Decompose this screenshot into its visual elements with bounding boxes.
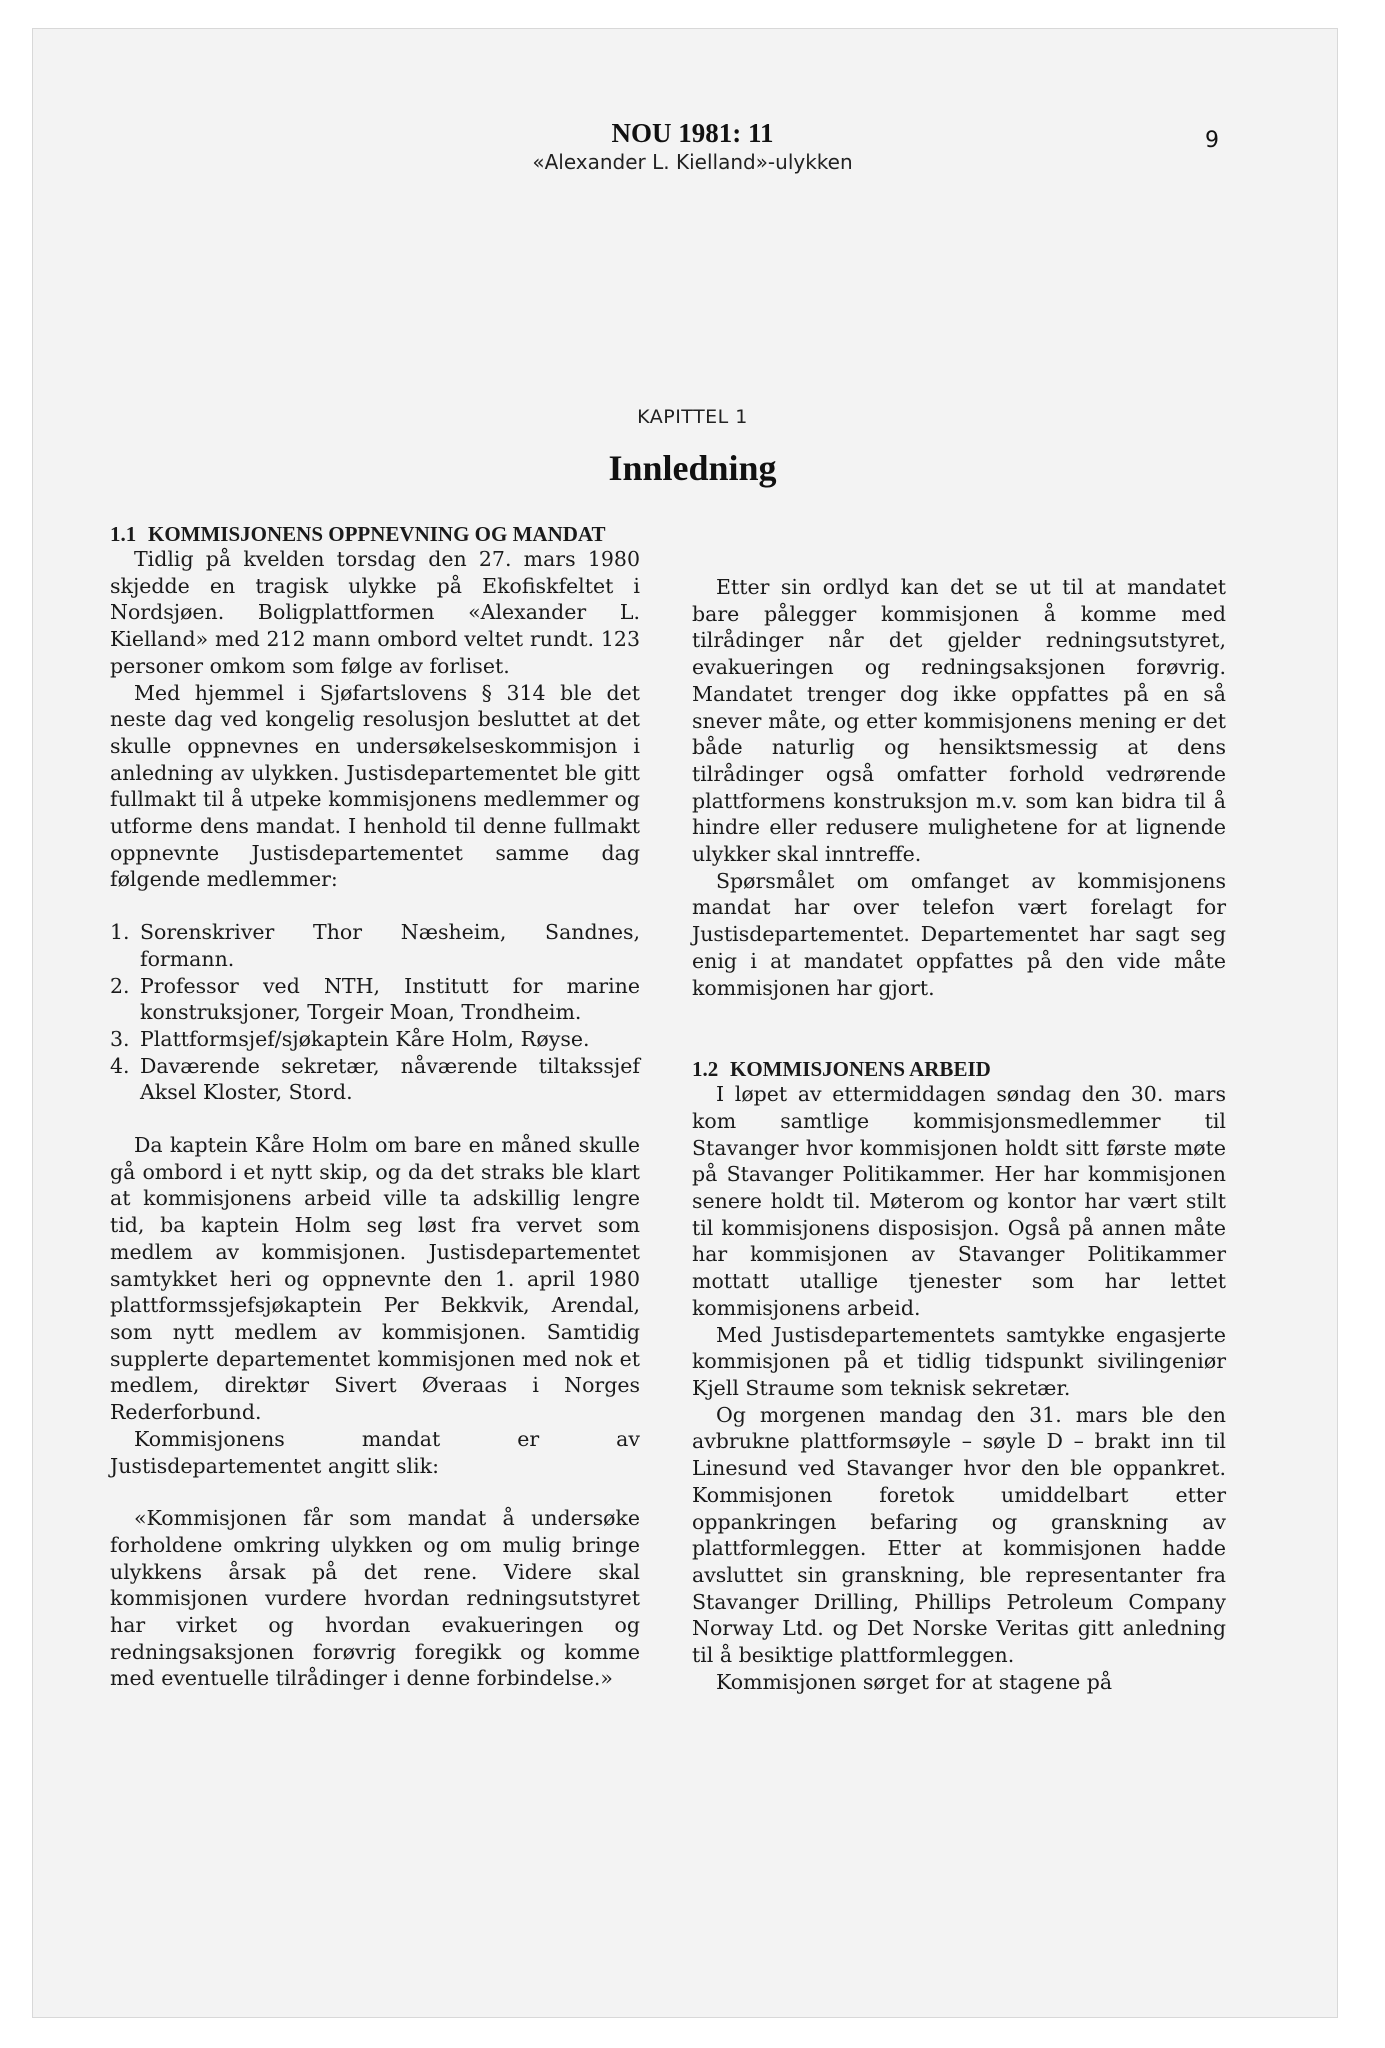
- paragraph: Og morgenen mandag den 31. mars ble den avbrukne plattformsøyle – søyle D – brakt inn til Linesund ved Stavanger hvor den ble oppankret. Kommisjonen foretok umiddelbart etter oppankringen befaring og granskning av plattformleggen. Etter at kommisjonen hadde avsluttet sin granskning, ble representanter fra Stavanger Drilling, Phillips Petroleum Company Norway Ltd. og Det Norske Veritas gitt anledning til å besiktige plattformleggen.: [692, 1402, 1226, 1668]
- list-item: 3. Plattformsjef/sjøkaptein Kåre Holm, Røyse.: [110, 1026, 590, 1051]
- paragraph: Med Justisdepartementets samtykke engasjerte kommisjonen på et tidlig tidspunkt sivilingeniør Kjell Straume som teknisk sekretær.: [692, 1322, 1226, 1400]
- section-number: 1.1: [110, 522, 137, 546]
- paragraph: Kommisjonens mandat er av Justisdepartementet angitt slik:: [110, 1426, 640, 1478]
- section-heading-1-2: [692, 1057, 1226, 1081]
- members-list: [110, 919, 640, 1106]
- section-title: KOMMISJONENS ARBEID: [730, 1057, 991, 1082]
- section-heading-1-1: [110, 522, 640, 546]
- section-number: 1.2: [692, 1057, 719, 1082]
- paragraph: I løpet av ettermiddagen søndag den 30. mars kom samtlige kommisjonsmedlemmer til Stavanger hvor kommisjonen holdt sitt første møte på Stavanger Politikammer. Her har kommisjonen senere holdt til. Møterom og kontor har vært stilt til kommisjonens disposisjon. Også på annen måte har kommisjonen av Stavanger Politikammer mottatt utallige tjenester som har lettet kommisjonens arbeid.: [692, 1082, 1226, 1320]
- paragraph: Etter sin ordlyd kan det se ut til at mandatet bare pålegger kommisjonen å komme med tilrådinger når det gjelder redningsutstyret, evakueringen og redningsaksjonen forøvrig. Mandatet trenger dog ikke oppfattes på en så snever måte, og etter kommisjonens mening er det både naturlig og hensiktsmessig at dens tilrådinger også omfatter forhold vedrørende plattformens konstruksjon m.v. som kan bidra til å hindre eller redusere mulighetene for at lignende ulykker skal inntreffe.: [692, 575, 1226, 867]
- chapter-label: KAPITTEL 1: [637, 406, 748, 428]
- paragraph: Tidlig på kvelden torsdag den 27. mars 1980 skjedde en tragisk ulykke på Ekofiskfeltet i Nordsjøen. Boligplattformen «Alexander L. Kielland» med 212 mann ombord veltet rundt. 123 personer omkom som følge av forliset.: [110, 547, 640, 678]
- page-number: 9: [1205, 128, 1219, 153]
- right-column: [692, 522, 1226, 1695]
- mandate-quote: «Kommisjonen får som mandat å undersøke forholdene omkring ulykken og om mulig bringe ulykkens årsak på det rene. Videre skal kommisjonen vurdere hvordan redningsutstyret har virket og hvordan evakueringen og redningsaksjonen forøvrig foregikk og komme med eventuelle tilrådinger i denne forbindelse.»: [110, 1506, 640, 1691]
- paragraph: Kommisjonen sørget for at stagene på: [716, 1669, 1113, 1694]
- paragraph: Med hjemmel i Sjøfartslovens § 314 ble det neste dag ved kongelig resolusjon besluttet at det skulle oppnevnes en undersøkelseskommisjon i anledning av ulykken. Justisdepartementet ble gitt fullmakt til å utpeke kommisjonens medlemmer og utforme dens mandat. I henhold til denne fullmakt oppnevnte Justisdepartementet samme dag følgende medlemmer:: [110, 680, 640, 892]
- list-item: 4. Daværende sekretær, nåværende tiltakssjef Aksel Kloster, Stord.: [110, 1053, 640, 1105]
- list-item: 1. Sorenskriver Thor Næsheim, Sandnes, formann.: [110, 920, 640, 971]
- left-column: [110, 522, 640, 1692]
- section-title: KOMMISJONENS OPPNEVNING OG MANDAT: [148, 522, 606, 546]
- list-item: 2. Professor ved NTH, Institutt for marine konstruksjoner, Torgeir Moan, Trondheim.: [110, 973, 640, 1025]
- paragraph: Da kaptein Kåre Holm om bare en måned skulle gå ombord i et nytt skip, og da det straks ble klart at kommisjonens arbeid ville ta adskillig lengre tid, ba kaptein Holm seg løst fra vervet som medlem av kommisjonen. Justisdepartementet samtykket heri og oppnevnte den 1. april 1980 plattformssjefsjøkaptein Per Bekkvik, Arendal, som nytt medlem av kommisjonen. Samtidig supplerte departementet kommisjonen med nok et medlem, direktør Sivert Øveraas i Norges Rederforbund.: [110, 1133, 640, 1425]
- chapter-title: Innledning: [608, 448, 777, 488]
- paragraph: Spørsmålet om omfanget av kommisjonens mandat har over telefon vært forelagt for Justisdepartementet. Departementet har sagt seg enig i at mandatet oppfattes på den vide måte kommisjonen har gjort.: [692, 868, 1226, 1000]
- document-subtitle: «Alexander L. Kielland»-ulykken: [532, 150, 853, 174]
- document-title: NOU 1981: 11: [611, 118, 774, 148]
